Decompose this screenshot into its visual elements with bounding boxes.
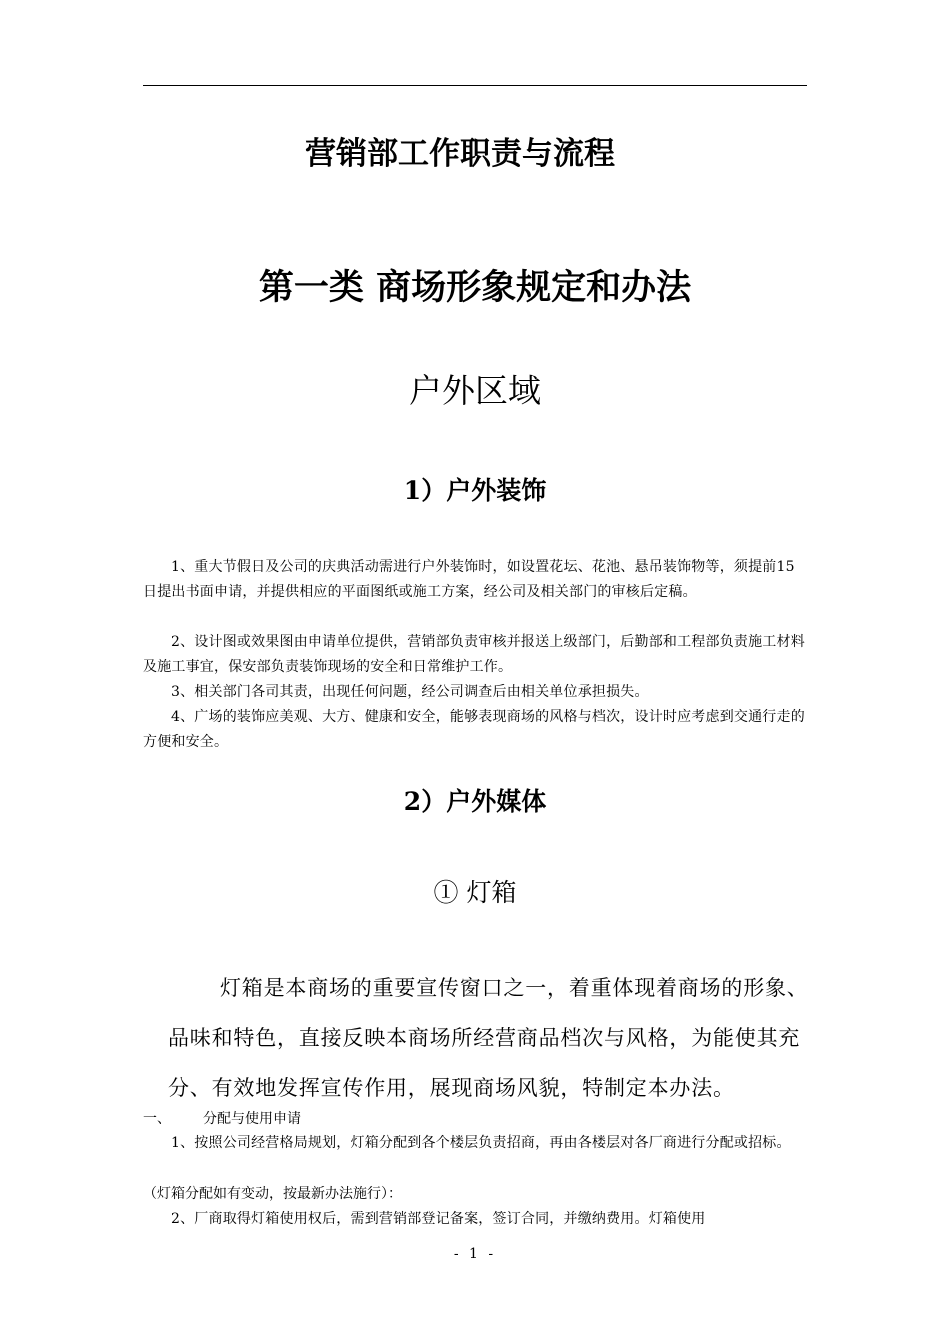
- decoration-paragraph-1: 1、重大节假日及公司的庆典活动需进行户外装饰时，如设置花坛、花池、悬吊装饰物等，须提前15日提出书面申请，并提供相应的平面图纸或施工方案，经公司及相关部门的审核后定稿。: [143, 559, 795, 600]
- allocation-paragraph-1: 1、按照公司经营格局规划，灯箱分配到各个楼层负责招商，再由各楼层对各厂商进行分配或招标。: [171, 1135, 791, 1151]
- section-title: 户外区域: [409, 371, 541, 410]
- page-number: - 1 -: [453, 1246, 497, 1262]
- clause-number: 一、: [143, 1111, 171, 1127]
- allocation-note: （灯箱分配如有变动，按最新办法施行）：: [143, 1186, 402, 1202]
- decoration-paragraph-2: 2、设计图或效果图由申请单位提供，营销部负责审核并报送上级部门，后勤部和工程部负责施工材料及施工事宜，保安部负责装饰现场的安全和日常维护工作。: [143, 634, 805, 675]
- decoration-paragraph-3: 3、相关部门各司其责，出现任何问题，经公司调查后由相关单位承担损失。: [171, 684, 649, 700]
- chapter-title: 第一类 商场形象规定和办法: [258, 267, 692, 308]
- decoration-paragraph-4: 4、广场的装饰应美观、大方、健康和安全，能够表现商场的风格与档次，设计时应考虑到交通行走的方便和安全。: [143, 709, 805, 750]
- allocation-paragraph-2: 2、厂商取得灯箱使用权后，需到营销部登记备案，签订合同，并缴纳费用。灯箱使用: [171, 1211, 706, 1227]
- subsection-heading-outdoor-decoration: 1）户外装饰: [403, 476, 547, 505]
- subsection-heading-outdoor-media: 2）户外媒体: [403, 787, 547, 816]
- item-heading-light-box: ① 灯箱: [433, 878, 517, 907]
- clause-title: 分配与使用申请: [203, 1111, 301, 1127]
- clause-heading-allocation: [143, 1107, 301, 1131]
- document-title: 营销部工作职责与流程: [305, 136, 615, 172]
- header-rule: [143, 85, 807, 86]
- light-box-intro-paragraph: 灯箱是本商场的重要宣传窗口之一，着重体现着商场的形象、品味和特色，直接反映本商场所经营商品档次与风格，为能使其充分、有效地发挥宣传作用，展现商场风貌，特制定本办法。: [168, 976, 809, 1100]
